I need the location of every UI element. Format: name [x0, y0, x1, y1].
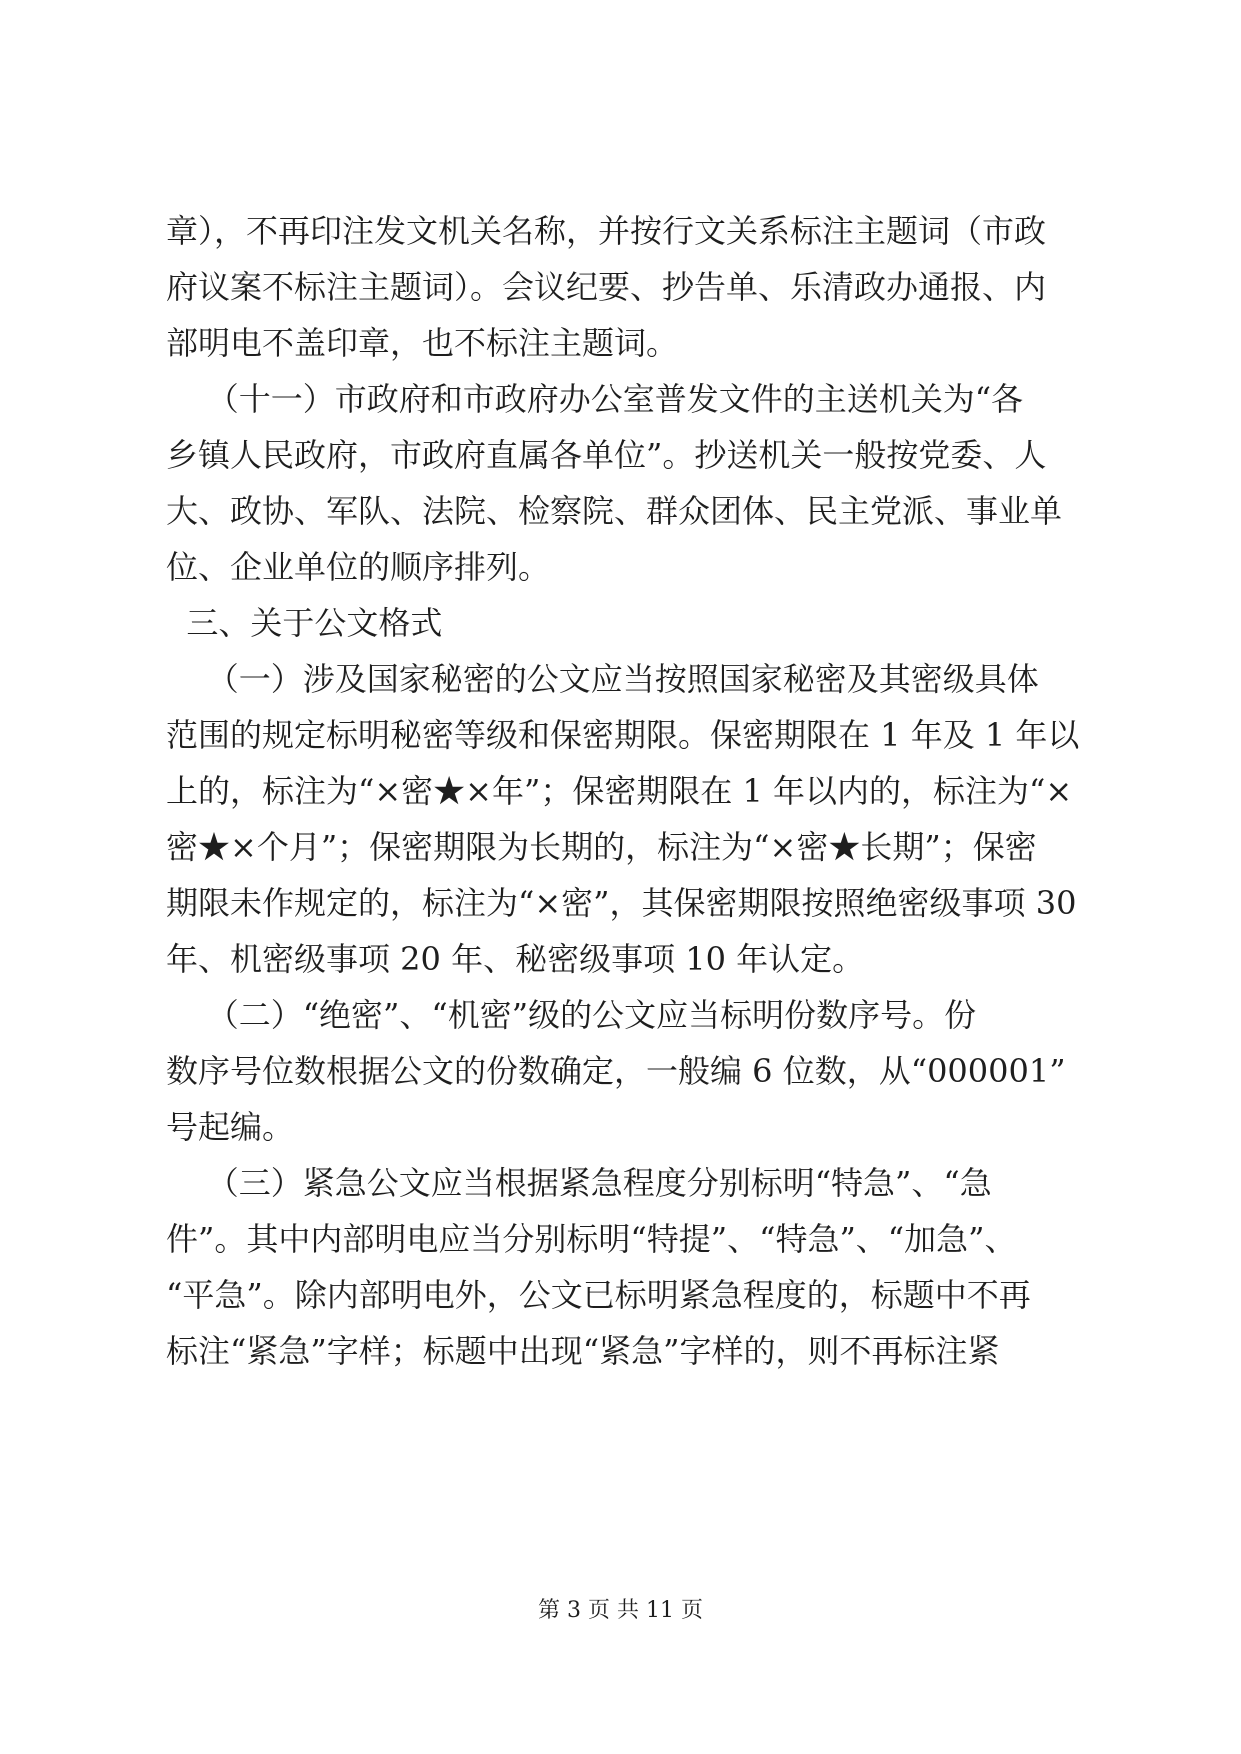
- section-heading: 三、关于公文格式: [166, 604, 443, 642]
- text-line: 乡镇人民政府，市政府直属各单位”。抄送机关一般按党委、人: [166, 436, 1047, 474]
- text-line: （十一）市政府和市政府办公室普发文件的主送机关为“各: [166, 380, 1024, 418]
- text-line: 件”。其中内部明电应当分别标明“特提”、“特急”、“加急”、: [166, 1220, 1017, 1258]
- text-line: （一）涉及国家秘密的公文应当按照国家秘密及其密级具体: [166, 660, 1039, 698]
- page-footer: 第 3 页 共 11 页: [538, 1598, 703, 1623]
- text-line: 年、机密级事项 20 年、秘密级事项 10 年认定。: [166, 940, 865, 978]
- text-line: 大、政协、军队、法院、检察院、群众团体、民主党派、事业单: [166, 492, 1063, 530]
- text-line: （三）紧急公文应当根据紧急程度分别标明“特急”、“急: [166, 1164, 992, 1202]
- text-line: 位、企业单位的顺序排列。: [166, 548, 551, 586]
- text-line: 号起编。: [166, 1108, 295, 1146]
- text-line: “平急”。除内部明电外，公文已标明紧急程度的，标题中不再: [166, 1276, 1031, 1314]
- text-line: 数序号位数根据公文的份数确定，一般编 6 位数，从“000001”: [166, 1052, 1066, 1090]
- text-line: 部明电不盖印章，也不标注主题词。: [166, 324, 679, 362]
- text-line: （二）“绝密”、“机密”级的公文应当标明份数序号。份: [166, 996, 977, 1034]
- text-line: 范围的规定标明秘密等级和保密期限。保密期限在 1 年及 1 年以: [166, 716, 1080, 754]
- text-line: 期限未作规定的，标注为“×密”，其保密期限按照绝密级事项 30: [166, 884, 1077, 922]
- text-line: 上的，标注为“×密★×年”；保密期限在 1 年以内的，标注为“×: [166, 772, 1073, 810]
- text-line: 章），不再印注发文机关名称，并按行文关系标注主题词（市政: [166, 212, 1047, 250]
- text-line: 密★×个月”；保密期限为长期的，标注为“×密★长期”；保密: [166, 828, 1037, 866]
- text-line: 标注“紧急”字样；标题中出现“紧急”字样的，则不再标注紧: [166, 1332, 1000, 1370]
- text-line: 府议案不标注主题词）。会议纪要、抄告单、乐清政办通报、内: [166, 268, 1047, 306]
